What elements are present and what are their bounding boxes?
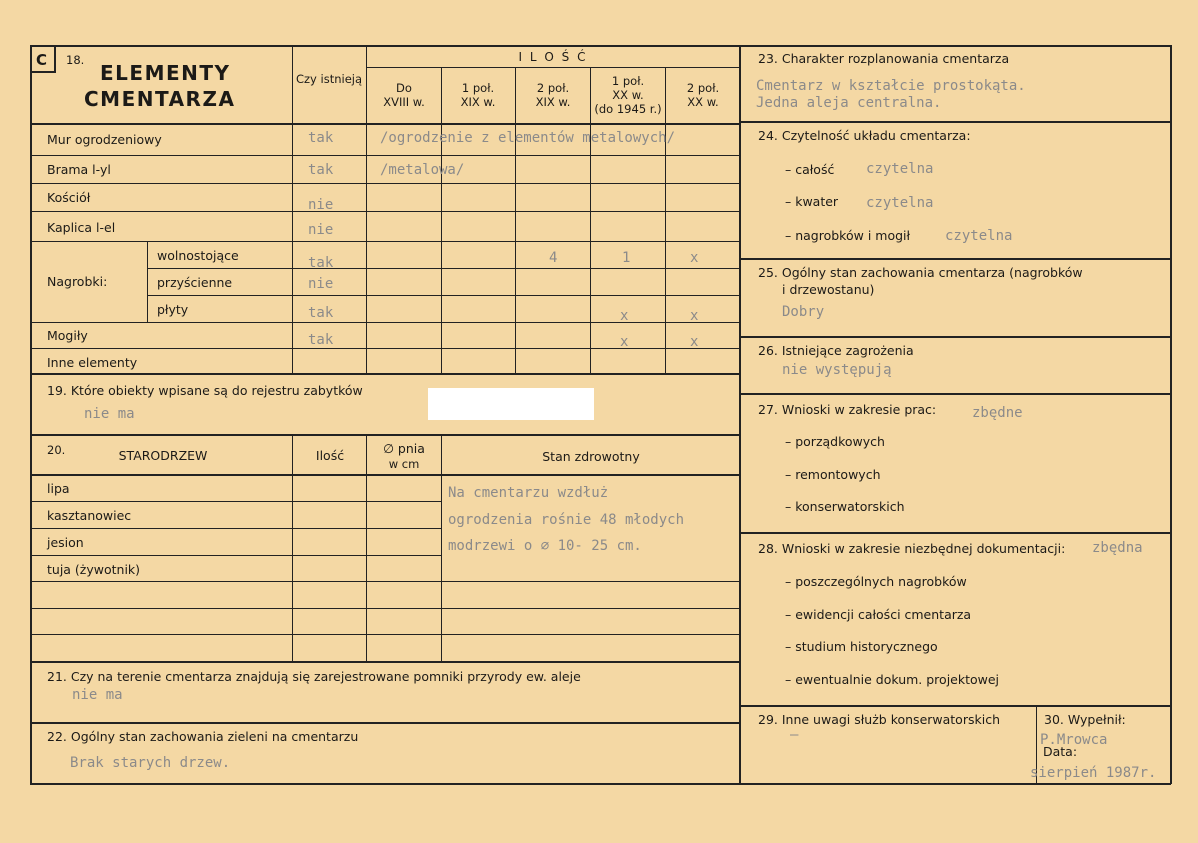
section27-label: 27. Wnioski w zakresie prac:: [758, 402, 937, 417]
ilosc-underline: [366, 67, 740, 68]
stan-line-1: Na cmentarzu wzdłuż: [448, 485, 609, 501]
period-1-line2: XVIII w.: [383, 95, 425, 109]
row-line-7: [30, 322, 740, 323]
mogily-count-p5: x: [690, 334, 699, 350]
section30-date-label: Data:: [1043, 744, 1078, 759]
section24-item-calosc-value: czytelna: [866, 161, 934, 177]
row-kosciol-exists: nie: [308, 197, 334, 213]
section23-line2: Jedna aleja centralna.: [756, 95, 942, 111]
tree-kasztanowiec: kasztanowiec: [47, 508, 132, 523]
section28-item-nagrobkow: – poszczególnych nagrobków: [785, 574, 967, 589]
section28-label: 28. Wnioski w zakresie niezbędnej dokumentacji:: [758, 541, 1066, 556]
s20-header-bottom-line: [30, 474, 740, 476]
row-mur-note: /ogrodzenie z elementów metalowych/: [380, 130, 676, 146]
section28-value: zbędna: [1092, 540, 1143, 556]
section29-label: 29. Inne uwagi służb konserwatorskich: [758, 712, 1000, 727]
row-line-4: [30, 241, 740, 242]
wolnostojace-exists: tak: [308, 255, 334, 271]
s20-row-line-5: [30, 608, 740, 609]
row-inne-label: Inne elementy: [47, 355, 138, 370]
row-brama-note: /metalowa/: [380, 162, 465, 178]
section25-value: Dobry: [782, 304, 825, 320]
row-brama-exists: tak: [308, 162, 334, 178]
tree-tuja: tuja (żywotnik): [47, 562, 141, 577]
section27-value: zbędne: [972, 405, 1023, 421]
period-2-line1: 1 poł.: [461, 81, 495, 95]
col-ilosc-header: Ilość: [315, 448, 345, 463]
col-line-p1: [366, 46, 367, 373]
row-line-2: [30, 183, 740, 184]
section25-label-line2: i drzewostanu): [782, 282, 875, 297]
section30-value: P.Mrowca: [1040, 732, 1108, 748]
section26-bottom-line: [739, 393, 1171, 395]
section18-title-line1: ELEMENTY: [100, 61, 231, 85]
nagrobki-divider: [147, 241, 148, 322]
section30-date-value: sierpień 1987r.: [1030, 765, 1157, 781]
section24-item-kwater-value: czytelna: [866, 195, 934, 211]
section24-bottom-line: [739, 258, 1171, 260]
section27-item-porzadkowych: – porządkowych: [785, 434, 885, 449]
przyscienne-exists: nie: [308, 276, 334, 292]
s20-row-line-2: [30, 528, 442, 529]
row-kaplica-label: Kaplica l-el: [47, 220, 116, 235]
nagrobki-label: Nagrobki:: [47, 274, 108, 289]
plyty-count-p4: x: [620, 308, 629, 324]
section27-item-remontowych: – remontowych: [785, 467, 881, 482]
section26-label: 26. Istniejące zagrożenia: [758, 343, 914, 358]
section18-title-line2: CMENTARZA: [84, 87, 236, 111]
col-stan-header: Stan zdrowotny: [542, 449, 640, 464]
s20-col-line-stan: [441, 434, 442, 661]
period-5-line1: 2 poł.: [686, 81, 720, 95]
row-line-1: [30, 155, 740, 156]
section25-label-line1: 25. Ogólny stan zachowania cmentarza (nagrobków: [758, 265, 1083, 280]
col-pnia-header-line1: ∅ pnia: [383, 441, 425, 456]
section23-bottom-line: [739, 121, 1171, 123]
s20-row-line-1: [30, 501, 442, 502]
section23-label: 23. Charakter rozplanowania cmentarza: [758, 51, 1010, 66]
section24-item-kwater-label: – kwater: [785, 194, 839, 209]
period-1-line1: Do: [396, 81, 412, 95]
section20-number: 20.: [47, 443, 66, 457]
section19-bottom-line: [30, 434, 740, 436]
period-3-line1: 2 poł.: [536, 81, 570, 95]
section29-value: –: [790, 727, 799, 743]
s20-row-line-3: [30, 555, 442, 556]
section23-line1: Cmentarz w kształcie prostokąta.: [756, 78, 1026, 94]
stan-line-2: ogrodzenia rośnie 48 młodych: [448, 512, 685, 528]
period-4-line1: 1 poł.: [611, 74, 645, 88]
row-brama-label: Brama l-yl: [47, 162, 111, 177]
section18-bottom-line: [30, 373, 740, 375]
s20-col-line-ilosc: [292, 434, 293, 661]
period-3-line2: XIX w.: [535, 95, 571, 109]
row-line-3: [30, 211, 740, 212]
row-line-6: [147, 295, 740, 296]
col-line-p3: [515, 67, 516, 373]
header-bottom-line: [30, 123, 740, 125]
mogily-exists: tak: [308, 332, 334, 348]
section21-value: nie ma: [72, 687, 123, 703]
section25-bottom-line: [739, 336, 1171, 338]
card-letter: C: [36, 51, 48, 69]
row-mur-label: Mur ogrodzeniowy: [47, 132, 162, 147]
row-kaplica-exists: nie: [308, 222, 334, 238]
row-mogily-label: Mogiły: [47, 328, 88, 343]
section24-item-nagrobkow-label: – nagrobków i mogił: [785, 228, 911, 243]
section21-label: 21. Czy na terenie cmentarza znajdują się zarejestrowane pomniki przyrody ew. aleje: [47, 669, 581, 684]
s20-row-line-6: [30, 634, 740, 635]
tree-lipa: lipa: [47, 481, 70, 496]
nagrobki-plyty-label: płyty: [157, 302, 189, 317]
frame-bottom: [30, 783, 1171, 785]
nagrobki-przyscienne-label: przyścienne: [157, 275, 233, 290]
period-4-line2: XX w.: [612, 88, 644, 102]
period-5-line2: XX w.: [687, 95, 719, 109]
col-exists-header: Czy istnieją: [295, 72, 363, 86]
section19-label: 19. Które obiekty wpisane są do rejestru zabytków: [47, 383, 363, 398]
section24-item-nagrobkow-value: czytelna: [945, 228, 1013, 244]
col-line-p4: [590, 67, 591, 373]
col-line-p5: [665, 67, 666, 373]
ilosc-header: I L O Ś Ć: [518, 50, 588, 64]
row-kosciol-label: Kościół: [47, 190, 91, 205]
section28-item-projektowej: – ewentualnie dokum. projektowej: [785, 672, 1000, 687]
frame-right: [1170, 45, 1172, 784]
s20-col-line-pnia: [366, 434, 367, 661]
section22-value: Brak starych drzew.: [70, 755, 231, 771]
mogily-count-p4: x: [620, 334, 629, 350]
section26-value: nie występują: [782, 362, 892, 378]
section28-item-studium: – studium historycznego: [785, 639, 938, 654]
section27-item-konserwatorskich: – konserwatorskich: [785, 499, 905, 514]
s20-row-line-4: [30, 581, 740, 582]
section24-item-calosc-label: – całość: [785, 162, 835, 177]
section21-bottom-line: [30, 722, 740, 724]
nagrobki-wolnostojace-label: wolnostojące: [157, 248, 239, 263]
period-2-line2: XIX w.: [460, 95, 496, 109]
section28-item-ewidencji: – ewidencji całości cmentarza: [785, 607, 972, 622]
redaction-box: [428, 388, 594, 420]
wolnostojace-count-p5: x: [690, 250, 699, 266]
section20-title: STARODRZEW: [118, 448, 208, 463]
wolnostojace-count-p4: 1: [622, 250, 631, 266]
section22-label: 22. Ogólny stan zachowania zieleni na cmentarzu: [47, 729, 359, 744]
tree-jesion: jesion: [47, 535, 84, 550]
row-line-8: [30, 348, 740, 349]
col-line-exists: [292, 46, 293, 373]
plyty-exists: tak: [308, 305, 334, 321]
section19-value: nie ma: [84, 406, 135, 422]
plyty-count-p5: x: [690, 308, 699, 324]
row-mur-exists: tak: [308, 130, 334, 146]
frame-top: [30, 45, 1171, 47]
col-line-p2: [441, 67, 442, 373]
period-4-line3: (do 1945 r.): [594, 102, 662, 116]
section27-bottom-line: [739, 532, 1171, 534]
section28-bottom-line: [739, 705, 1171, 707]
row-line-5: [147, 268, 740, 269]
stan-line-3: modrzewi o ∅ 10- 25 cm.: [448, 538, 642, 554]
section30-label: 30. Wypełnił:: [1044, 712, 1126, 727]
wolnostojace-count-p3: 4: [549, 250, 558, 266]
section18-number: 18.: [66, 53, 85, 67]
section20-bottom-line: [30, 661, 740, 663]
col-pnia-header-line2: w cm: [388, 457, 420, 471]
section24-label: 24. Czytelność układu cmentarza:: [758, 128, 971, 143]
